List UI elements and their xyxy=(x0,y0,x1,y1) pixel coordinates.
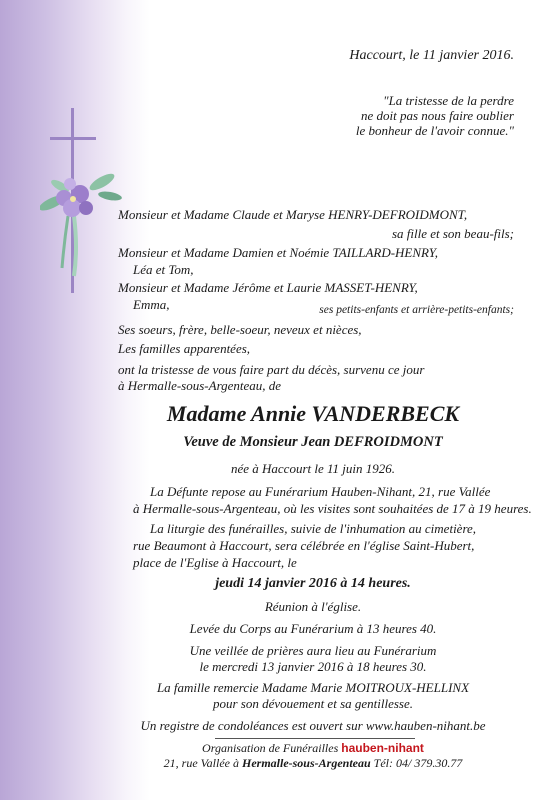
widow-of: Veuve de Monsieur Jean DEFROIDMONT xyxy=(183,434,443,450)
family-line-3: Léa et Tom, xyxy=(133,262,194,277)
address-prefix: 21, rue Vallée à xyxy=(163,756,239,770)
family-line-1: Monsieur et Madame Claude et Maryse HENRY-DEFROIDMONT, xyxy=(118,207,468,222)
family-line-6: Ses soeurs, frère, belle-soeur, neveux et nièces, xyxy=(118,322,362,337)
family-line-7: Les familles apparentées, xyxy=(118,341,251,356)
condolence-register: Un registre de condoléances est ouvert sur www.hauben-nihant.be xyxy=(140,718,486,733)
footer-organisation xyxy=(112,741,514,756)
family-relation-1: sa fille et son beau-fils; xyxy=(391,226,514,241)
footer-address xyxy=(112,756,514,771)
announcement-line-1: ont la tristesse de vous faire part du décès, survenu ce jour xyxy=(118,362,425,377)
thanks-line-1: La famille remercie Madame Marie MOITROUX-HELLINX xyxy=(156,680,470,695)
details-line-1: La Défunte repose au Funérarium Hauben-Nihant, 21, rue Vallée xyxy=(150,484,491,499)
funeral-date: jeudi 14 janvier 2016 à 14 heures. xyxy=(215,576,411,591)
quote-line-1: "La tristesse de la perdre xyxy=(383,93,514,108)
family-line-2: Monsieur et Madame Damien et Noémie TAILLARD-HENRY, xyxy=(118,245,439,260)
quote-line-2: ne doit pas nous faire oublier xyxy=(361,108,514,123)
cross-horizontal-bar xyxy=(50,137,96,140)
details-line-5: place de l'Eglise à Haccourt, le xyxy=(133,555,297,570)
family-line-5: Emma, xyxy=(133,297,170,312)
organisation-label: Organisation de Funérailles xyxy=(202,741,339,755)
footer-divider xyxy=(215,738,415,739)
place-and-date: Haccourt, le 11 janvier 2016. xyxy=(349,48,514,63)
family-relation-2: ses petits-enfants et arrière-petits-enfants; xyxy=(319,304,514,316)
announcement-line-2: à Hermalle-sous-Argenteau, de xyxy=(118,378,282,393)
thanks-line-2: pour son dévouement et sa gentillesse. xyxy=(212,696,413,711)
vigil-line-1: Une veillée de prières aura lieu au Funérarium xyxy=(189,643,437,658)
brand-logo-text: hauben-nihant xyxy=(341,741,424,755)
meeting-place: Réunion à l'église. xyxy=(264,599,362,614)
quote-line-3: le bonheur de l'avoir connue." xyxy=(355,123,514,138)
vigil-line-2: le mercredi 13 janvier 2016 à 18 heures 30. xyxy=(199,659,427,674)
address-city: Hermalle-sous-Argenteau xyxy=(241,756,371,770)
phone-number: Tél: 04/ 379.30.77 xyxy=(373,756,463,770)
family-line-4: Monsieur et Madame Jérôme et Laurie MASSET-HENRY, xyxy=(118,280,418,295)
cross-with-flowers-icon xyxy=(40,108,126,298)
levee-du-corps: Levée du Corps au Funérarium à 13 heures 40. xyxy=(189,621,437,636)
details-line-4: rue Beaumont à Haccourt, sera célébrée en l'église Saint-Hubert, xyxy=(133,538,475,553)
deceased-name: Madame Annie VANDERBECK xyxy=(166,401,460,426)
details-line-2: à Hermalle-sous-Argenteau, où les visites sont souhaitées de 17 à 19 heures. xyxy=(133,501,532,516)
birth-info: née à Haccourt le 11 juin 1926. xyxy=(230,461,396,476)
details-line-3: La liturgie des funérailles, suivie de l'inhumation au cimetière, xyxy=(150,521,477,536)
